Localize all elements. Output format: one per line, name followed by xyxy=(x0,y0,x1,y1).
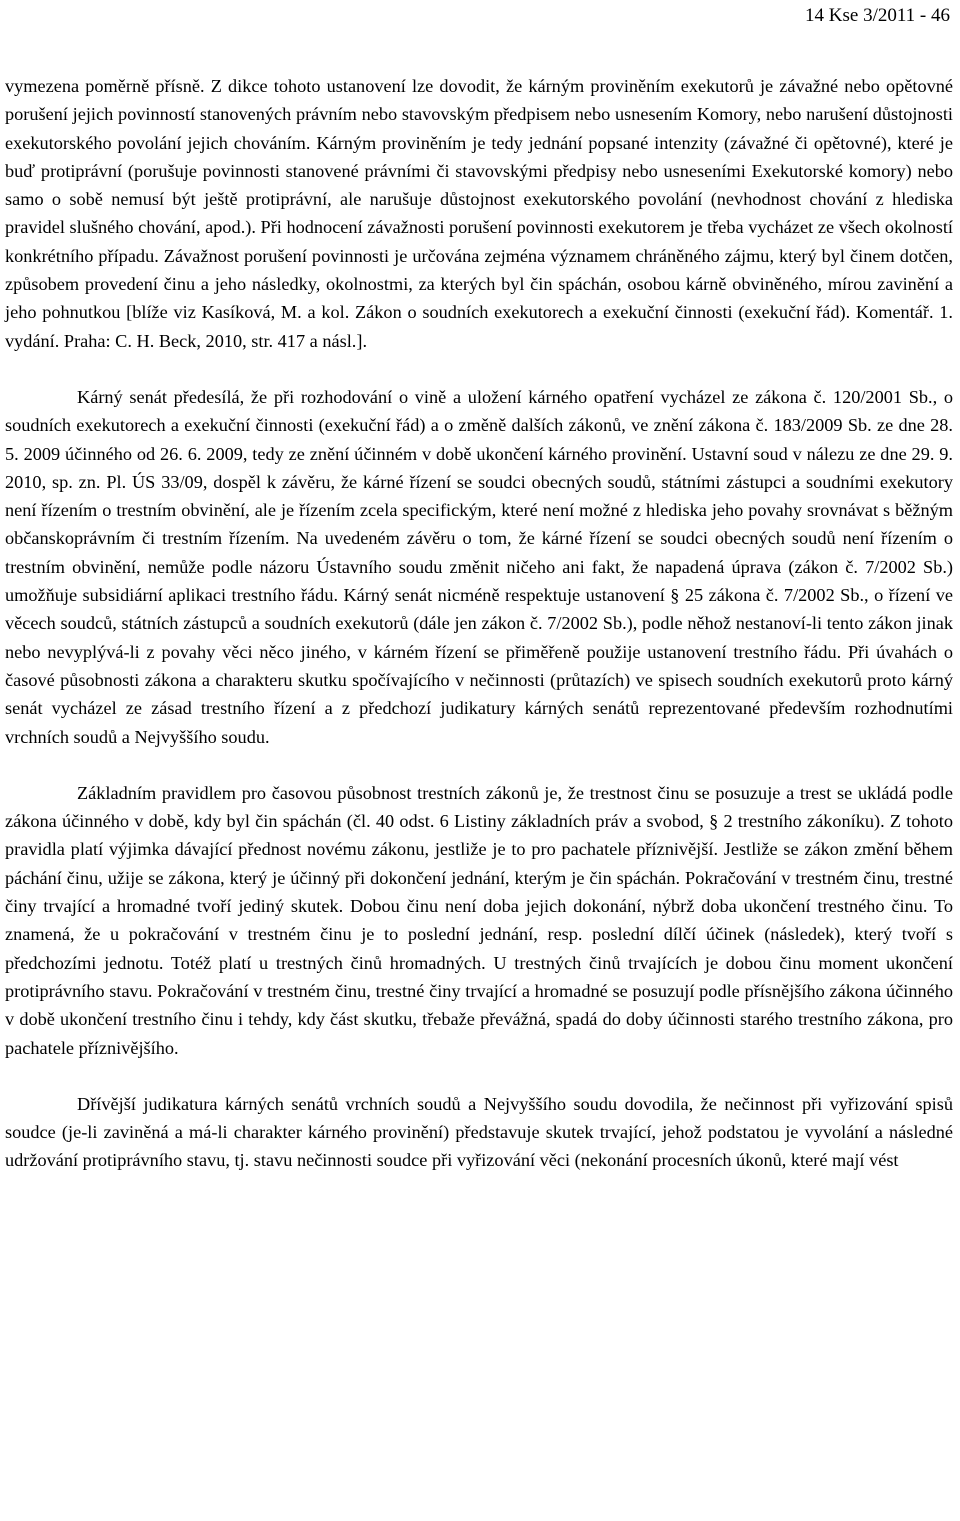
paragraph-2: Kárný senát předesílá, že při rozhodování o vině a uložení kárného opatření vycházel ze zákona č. 120/2001 Sb., o soudních exekutorech a exekuční činnosti (exekuční řád) a o změně dalších zákonů, ve znění zákona č. 183/2009 Sb. ze dne 28. 5. 2009 účinného od 26. 6. 2009, tedy ze znění účinném v době ukončení kárného provinění. Ustavní soud v nálezu ze dne 29. 9. 2010, sp. zn. Pl. ÚS 33/09, dospěl k závěru, že kárné řízení se soudci obecných soudů, státními zástupci a soudními exekutory není řízením o trestním obvinění, ale je řízením zcela specifickým, které není možné z hlediska jeho povahy srovnávat s běžným občanskoprávním či trestním řízením. Na uvedeném závěru o tom, že kárné řízení se soudci obecných soudů není řízením o trestním obvinění, nemůže podle názoru Ústavního soudu změnit ničeho ani fakt, že napadená úprava (zákon č. 7/2002 Sb.) umožňuje subsidiární aplikaci trestního řádu. Kárný senát nicméně respektuje ustanovení § 25 zákona č. 7/2002 Sb., o řízení ve věcech soudců, státních zástupců a soudních exekutorů (dále jen zákon č. 7/2002 Sb.), podle něhož nestanoví-li tento zákon jinak nebo nevyplývá-li z povahy věci něco jiného, v kárném řízení se přiměřeně použije ustanovení trestního řádu. Při úvahách o časové působnosti zákona a charakteru skutku spočívajícího v nečinnosti (průtazích) ve spisech soudních exekutorů proto kárný senát vycházel ze zásad trestního řízení a z předchozí judikatury kárných senátů reprezentované především rozhodnutími vrchních soudů a Nejvyššího soudu. xyxy=(5,386,953,747)
paragraph-3: Základním pravidlem pro časovou působnost trestních zákonů je, že trestnost činu se posuzuje a trest se ukládá podle zákona účinného v době, kdy byl čin spáchán (čl. 40 odst. 6 Listiny základních práv a svobod, § 2 trestního zákoníku). Z tohoto pravidla platí výjimka dávající přednost novému zákonu, jestliže je to pro pachatele příznivější. Jestliže se zákon změní během páchání činu, užije se zákona, který je účinný při dokončení jednání, kterým je čin spáchán. Pokračování v trestném činu, trestné činy trvající a hromadné tvoří jediný skutek. Dobou činu není doba jejich dokonání, nýbrž doba ukončení trestného činu. To znamená, že u pokračování v trestném činu je to poslední jednání, resp. poslední dílčí účinek (následek), který tvoří s předchozími jednotu. Totéž platí u trestných činů hromadných. U trestných činů trvajících je dobou činu moment ukončení protiprávního stavu. Pokračování v trestném činu, trestné činy trvající a hromadné se posuzují podle přísnějšího zákona účinného v době ukončení trestního činu i tehdy, kdy část skutku, třebaže převážná, spadá do doby účinnosti starého trestního zákona, pro pachatele příznivějšího. xyxy=(5,782,953,1058)
page-header: 14 Kse 3/2011 - 46 xyxy=(805,5,950,26)
paragraph-1: vymezena poměrně přísně. Z dikce tohoto ustanovení lze dovodit, že kárným proviněním exekutorů je závažné nebo opětovné porušení jejich povinností stanovených právním nebo stavovským předpisem nebo usnesením Komory, nebo narušení důstojnosti exekutorského povolání jejich chováním. Kárným proviněním je tedy jednání popsané intenzity (závažné či opětovné), které je buď protiprávní (porušuje povinnosti stanovené právními či stavovskými předpisy nebo usneseními Exekutorské komory) nebo samo o sobě nemusí být ještě protiprávní, ale narušuje důstojnost exekutorského povolání (nevhodnost chování z hlediska pravidel slušného chování, apod.). Při hodnocení závažnosti porušení povinnosti exekutorem je třeba vycházet ze všech okolností konkrétního případu. Závažnost porušení povinnosti je určována zejména významem chráněného zájmu, který byl činem dotčen, způsobem provedení činu a jeho následky, okolnostmi, za kterých byl čin spáchán, osobou kárně obviněného, mírou zavinění a jeho pohnutkou [blíže viz Kasíková, M. a kol. Zákon o soudních exekutorech a exekuční činnosti (exekuční řád). Komentář. 1. vydání. Praha: C. H. Beck, 2010, str. 417 a násl.]. xyxy=(5,76,953,351)
paragraph-4: Dřívější judikatura kárných senátů vrchních soudů a Nejvyššího soudu dovodila, že nečinnost při vyřizování spisů soudce (je-li zaviněná a má-li charakter kárného provinění) představuje skutek trvající, jehož podstatou je vyvolání a následné udržování protiprávního stavu, tj. stavu nečinnosti soudce při vyřizování věci (nekonání procesních úkonů, které mají vést xyxy=(5,1093,953,1171)
